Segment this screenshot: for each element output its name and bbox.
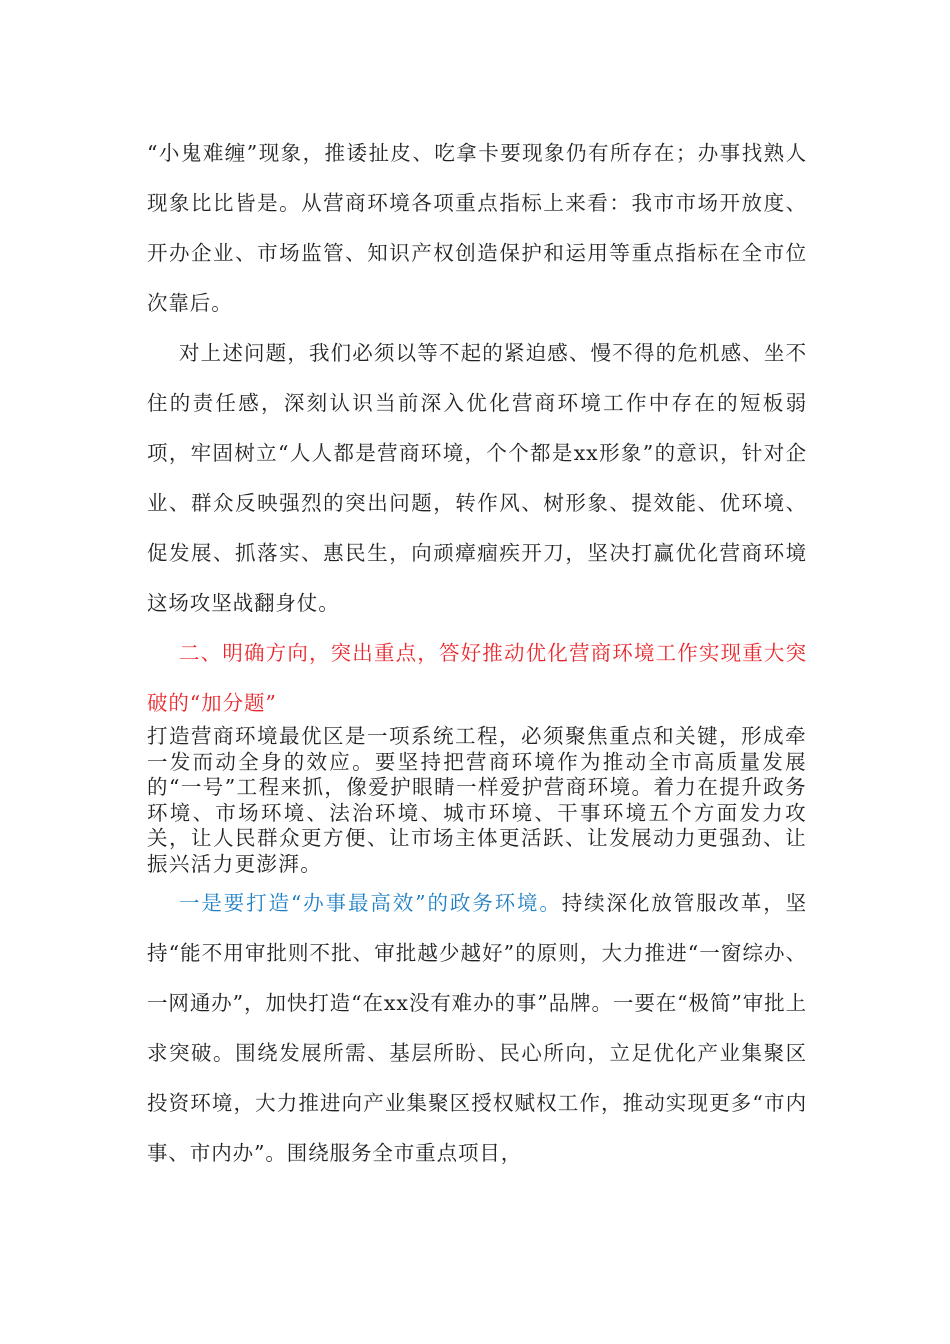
- body-paragraph-3: 打造营商环境最优区是一项系统工程，必须聚焦重点和关键，形成牵一发而动全身的效应。要坚持把营商环境作为推动全市高质量发展的“一号”工程来抓，像爱护眼睛一样爱护营商环境。着力在提升政务环境、市场环境、法治环境、城市环境、干事环境五个方面发力攻关，让人民群众更方便、让市场主体更活跃、让发展动力更强劲、让振兴活力更澎湃。: [147, 724, 807, 876]
- body-paragraph-1: “小鬼难缠”现象，推诿扯皮、吃拿卡要现象仍有所存在；办事找熟人现象比比皆是。从营商环境各项重点指标上来看：我市市场开放度、开办企业、市场监管、知识产权创造保护和运用等重点指标在全市位次靠后。: [147, 141, 807, 315]
- paragraph-lead-sentence: 一是要打造“办事最高效”的政务环境。: [179, 891, 562, 915]
- section-heading: 二、明确方向，突出重点，答好推动优化营商环境工作实现重大突破的“加分题”: [147, 641, 807, 715]
- paragraph-4-body: 持续深化放管服改革，坚持“能不用审批则不批、审批越少越好”的原则，大力推进“一窗综办、一网通办”，加快打造“在xx没有难办的事”品牌。一要在“极简”审批上求突破。围绕发展所需、基层所盼、民心所向，立足优化产业集聚区投资环境，大力推进向产业集聚区授权赋权工作，推动实现更多“市内事、市内办”。围绕服务全市重点项目，: [147, 891, 807, 1165]
- body-paragraph-2: 对上述问题，我们必须以等不起的紧迫感、慢不得的危机感、坐不住的责任感，深刻认识当前深入优化营商环境工作中存在的短板弱项，牢固树立“人人都是营商环境，个个都是xx形象”的意识，针对企业、群众反映强烈的突出问题，转作风、树形象、提效能、优环境、促发展、抓落实、惠民生，向顽瘴痼疾开刀，坚决打赢优化营商环境这场攻坚战翻身仗。: [147, 341, 807, 615]
- body-paragraph-4: [147, 878, 807, 1178]
